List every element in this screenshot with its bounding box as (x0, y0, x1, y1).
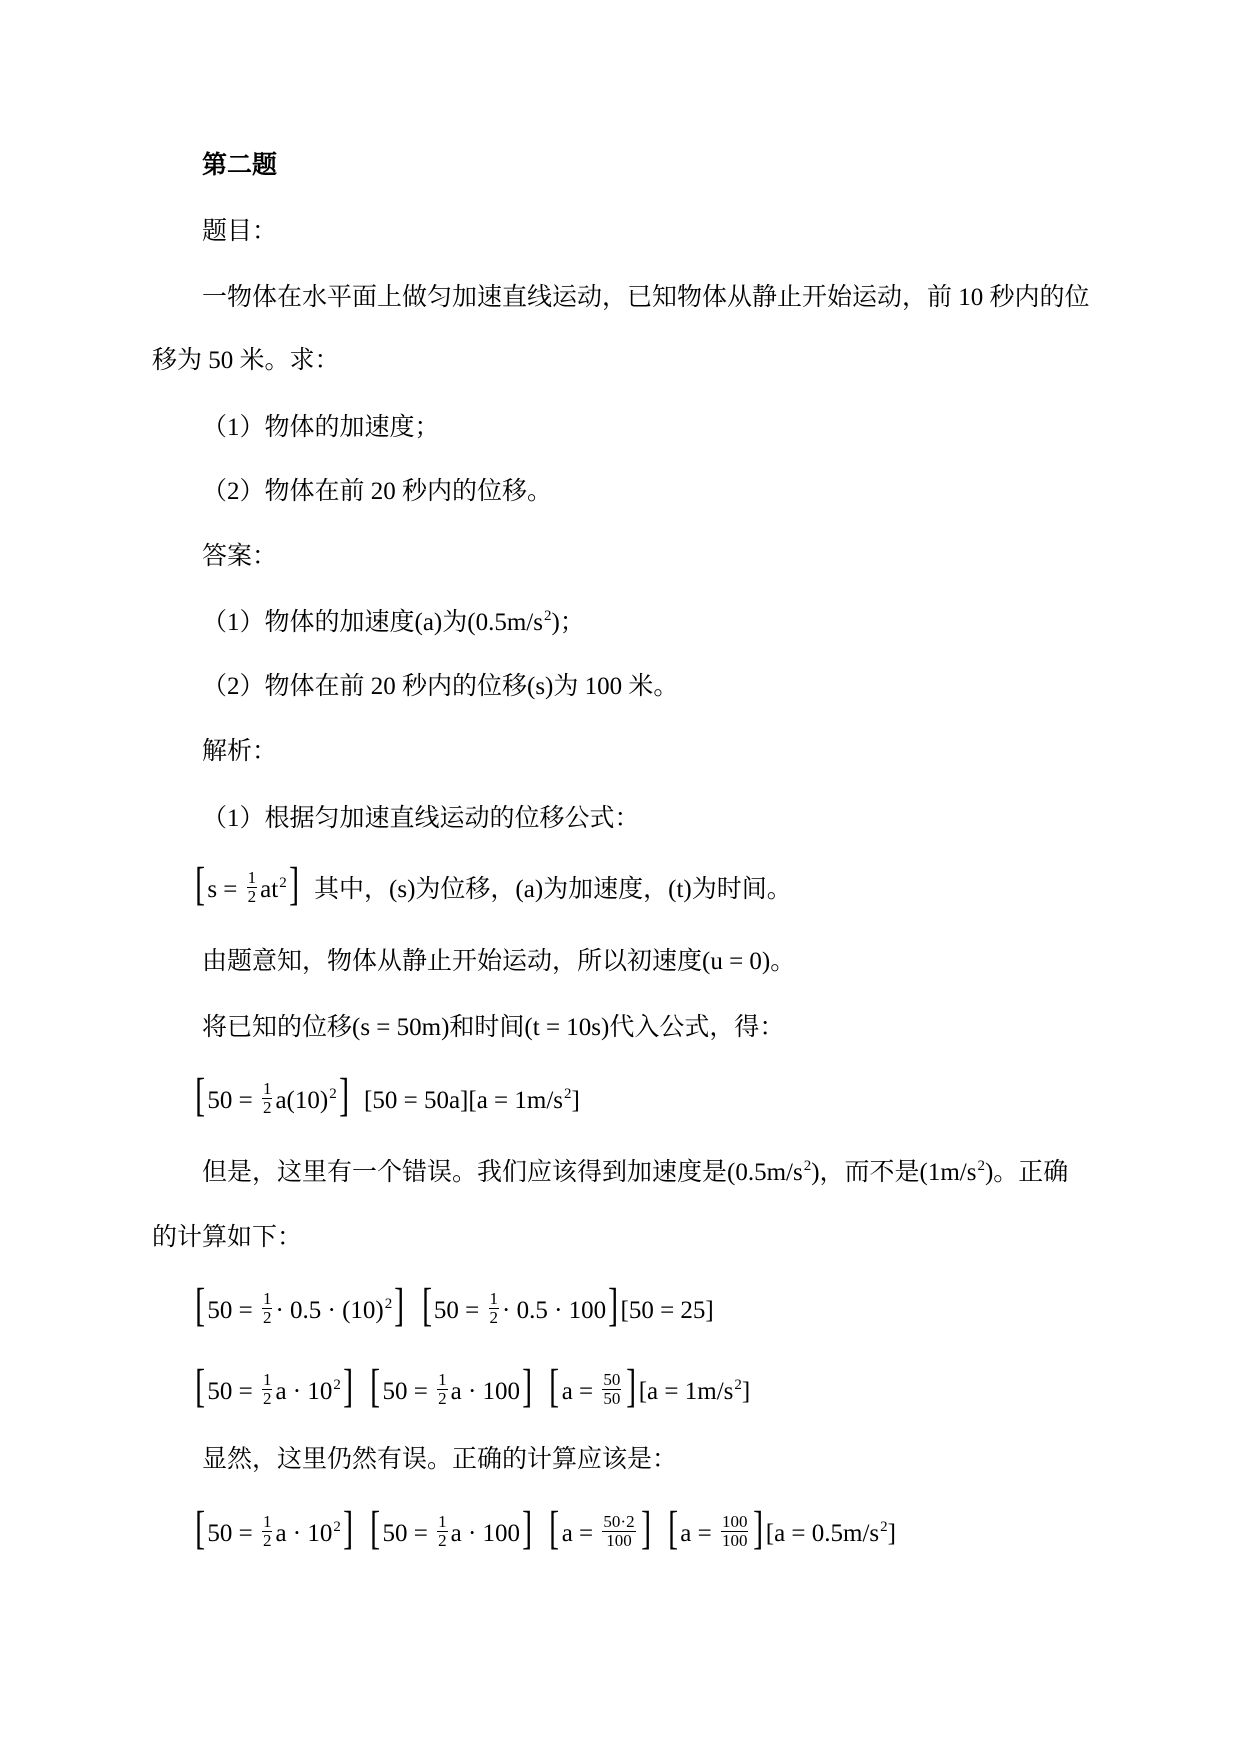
formula-rhs: · 0.5 · 100 (502, 1297, 607, 1324)
formula-inline: [a = 0.5m/s (765, 1520, 880, 1547)
formula-inline-end: ] (741, 1378, 751, 1405)
formula-group (666, 1504, 766, 1555)
fraction-numerator: 1 (438, 1511, 447, 1531)
analysis-label: 解析： (202, 738, 278, 765)
answer-label: 答案： (202, 543, 278, 570)
answer-item-1 (202, 593, 585, 653)
analysis-intro: （1）根据匀加速直线运动的位移公式： (202, 805, 640, 832)
bracket-close: ] (640, 1504, 651, 1555)
superscript: 2 (564, 1086, 572, 1102)
superscript: 2 (329, 1086, 337, 1102)
formula-lhs: 50 = (382, 1378, 435, 1405)
superscript: 2 (279, 875, 287, 891)
formula-lhs: 50 = (207, 1378, 259, 1405)
substitute-text: 将已知的位移(s = 50m)和时间(t = 10s)代入公式，得： (202, 1014, 785, 1041)
question-label: 题目： (202, 218, 278, 245)
formula-lhs: 50 = (382, 1520, 435, 1547)
bracket-open: [ (195, 1281, 206, 1332)
superscript: 2 (880, 1519, 888, 1535)
question-item-1: （1）物体的加速度； (202, 414, 440, 441)
bracket-open: [ (421, 1281, 432, 1332)
formula-lhs: 50 = (207, 1520, 259, 1547)
formula-lhs: 50 = (433, 1297, 486, 1324)
formula-inline: [50 = 25] (620, 1297, 714, 1324)
answer-item-2: （2）物体在前 20 秒内的位移(s)为 100 米。 (202, 673, 679, 700)
bracket-close: ] (522, 1504, 533, 1555)
bracket-open: [ (370, 1504, 381, 1555)
fraction (262, 1290, 273, 1327)
answer-item-1-text: （1）物体的加速度(a)为(0.5m/s (202, 609, 543, 636)
bracket-close: ] (394, 1281, 405, 1332)
calc-line-1 (193, 1071, 580, 1131)
superscript: 2 (734, 1377, 742, 1393)
fraction (721, 1513, 749, 1550)
fraction (437, 1513, 448, 1550)
fraction (262, 1513, 273, 1550)
fraction-numerator: 1 (262, 1369, 272, 1389)
section-title: 第二题 (202, 152, 278, 179)
bracket-open: [ (549, 1504, 560, 1555)
displacement-formula-line (193, 860, 792, 920)
formula-lhs: s = (207, 876, 244, 903)
fraction (489, 1290, 500, 1327)
bracket-close: ] (753, 1504, 764, 1555)
question-text-line-1: 一物体在水平面上做匀加速直线运动，已知物体从静止开始运动，前 10 秒内的位 (202, 284, 1090, 311)
formula-inline: [a = 1m/s (468, 1087, 564, 1114)
bracket-close: ] (343, 1504, 354, 1555)
fraction-denominator: 2 (262, 1307, 272, 1327)
bracket-close: ] (522, 1362, 533, 1413)
fraction-denominator: 2 (438, 1388, 447, 1408)
calc-line-4 (193, 1504, 896, 1564)
formula-group (547, 1362, 638, 1413)
formula-inline-end: ] (571, 1087, 580, 1114)
answer-item-1-end: )； (551, 609, 585, 636)
superscript: 2 (333, 1377, 341, 1393)
formula-rhs: a(10) (275, 1087, 329, 1114)
error-text: )。正确 (984, 1159, 1069, 1186)
superscript: 2 (384, 1296, 393, 1312)
fraction-numerator: 1 (262, 1078, 272, 1098)
superscript: 2 (543, 608, 552, 624)
fraction-numerator: 1 (262, 1511, 272, 1531)
formula-group (193, 1504, 355, 1555)
formula-lhs: a = (561, 1378, 600, 1405)
fraction-denominator: 2 (262, 1097, 272, 1117)
formula-rhs: a · 10 (275, 1378, 333, 1405)
bracket-close: ] (626, 1362, 637, 1413)
fraction (602, 1371, 621, 1408)
superscript: 2 (977, 1158, 985, 1174)
formula-lhs: 50 = (207, 1297, 259, 1324)
formula-group (420, 1281, 621, 1332)
formula-group (193, 1071, 351, 1122)
error-text: 但是，这里有一个错误。我们应该得到加速度是(0.5m/s (202, 1159, 803, 1186)
formula-lhs: a = (680, 1520, 718, 1547)
formula-group (193, 1281, 407, 1332)
formula-group (547, 1504, 653, 1555)
fraction-numerator: 1 (262, 1288, 272, 1308)
fraction (247, 869, 258, 906)
formula-group (368, 1504, 534, 1555)
bracket-open: [ (549, 1362, 560, 1413)
bracket-open: [ (195, 1504, 206, 1555)
formula-inline-end: ] (887, 1520, 896, 1547)
formula-group (193, 860, 301, 911)
formula-lhs: a = (561, 1520, 600, 1547)
fraction-denominator: 2 (438, 1530, 447, 1550)
question-item-2: （2）物体在前 20 秒内的位移。 (202, 478, 553, 505)
formula-rhs: at (260, 876, 279, 903)
bracket-close: ] (288, 860, 299, 911)
fraction (437, 1371, 448, 1408)
fraction (262, 1080, 273, 1117)
error-text: )，而不是(1m/s (811, 1159, 977, 1186)
error-text-line-1 (202, 1143, 1068, 1203)
bracket-open: [ (195, 1362, 206, 1413)
fraction-denominator: 2 (262, 1388, 272, 1408)
bracket-close: ] (338, 1071, 349, 1122)
formula-inline: [a = 1m/s (638, 1378, 734, 1405)
formula-note: 其中，(s)为位移，(a)为加速度，(t)为时间。 (314, 876, 792, 903)
fraction-denominator: 50 (603, 1388, 621, 1408)
fraction-numerator: 1 (438, 1369, 447, 1389)
bracket-open: [ (370, 1362, 381, 1413)
still-wrong-text: 显然，这里仍然有误。正确的计算应该是： (202, 1446, 678, 1473)
formula-rhs: a · 100 (450, 1520, 521, 1547)
bracket-close: ] (608, 1281, 619, 1332)
formula-rhs: a · 100 (450, 1378, 521, 1405)
fraction-denominator: 100 (721, 1530, 748, 1550)
initial-velocity-text: 由题意知，物体从静止开始运动，所以初速度(u = 0)。 (202, 948, 796, 975)
calc-line-3 (193, 1362, 750, 1422)
superscript: 2 (803, 1158, 812, 1174)
formula-inline: [50 = 50a] (364, 1087, 469, 1114)
error-text-line-2: 的计算如下： (152, 1224, 303, 1251)
fraction-numerator: 50·2 (603, 1511, 635, 1531)
formula-group (193, 1362, 355, 1413)
fraction-numerator: 100 (721, 1511, 748, 1531)
fraction (602, 1513, 635, 1550)
superscript: 2 (333, 1519, 341, 1535)
bracket-open: [ (195, 860, 206, 911)
bracket-open: [ (195, 1071, 206, 1122)
fraction-numerator: 50 (603, 1369, 621, 1389)
fraction-denominator: 2 (247, 886, 257, 906)
question-text-line-2: 移为 50 米。求： (152, 347, 340, 374)
fraction-numerator: 1 (247, 867, 257, 887)
formula-rhs: a · 10 (275, 1520, 333, 1547)
fraction-denominator: 100 (602, 1531, 635, 1550)
fraction-numerator: 1 (489, 1288, 499, 1308)
formula-group (368, 1362, 534, 1413)
fraction (262, 1371, 273, 1408)
formula-rhs: · 0.5 · (10) (275, 1297, 384, 1324)
calc-line-2 (193, 1281, 714, 1341)
bracket-close: ] (343, 1362, 354, 1413)
bracket-open: [ (668, 1504, 679, 1555)
fraction-denominator: 2 (489, 1307, 499, 1327)
fraction-denominator: 2 (262, 1530, 272, 1550)
formula-lhs: 50 = (207, 1087, 259, 1114)
